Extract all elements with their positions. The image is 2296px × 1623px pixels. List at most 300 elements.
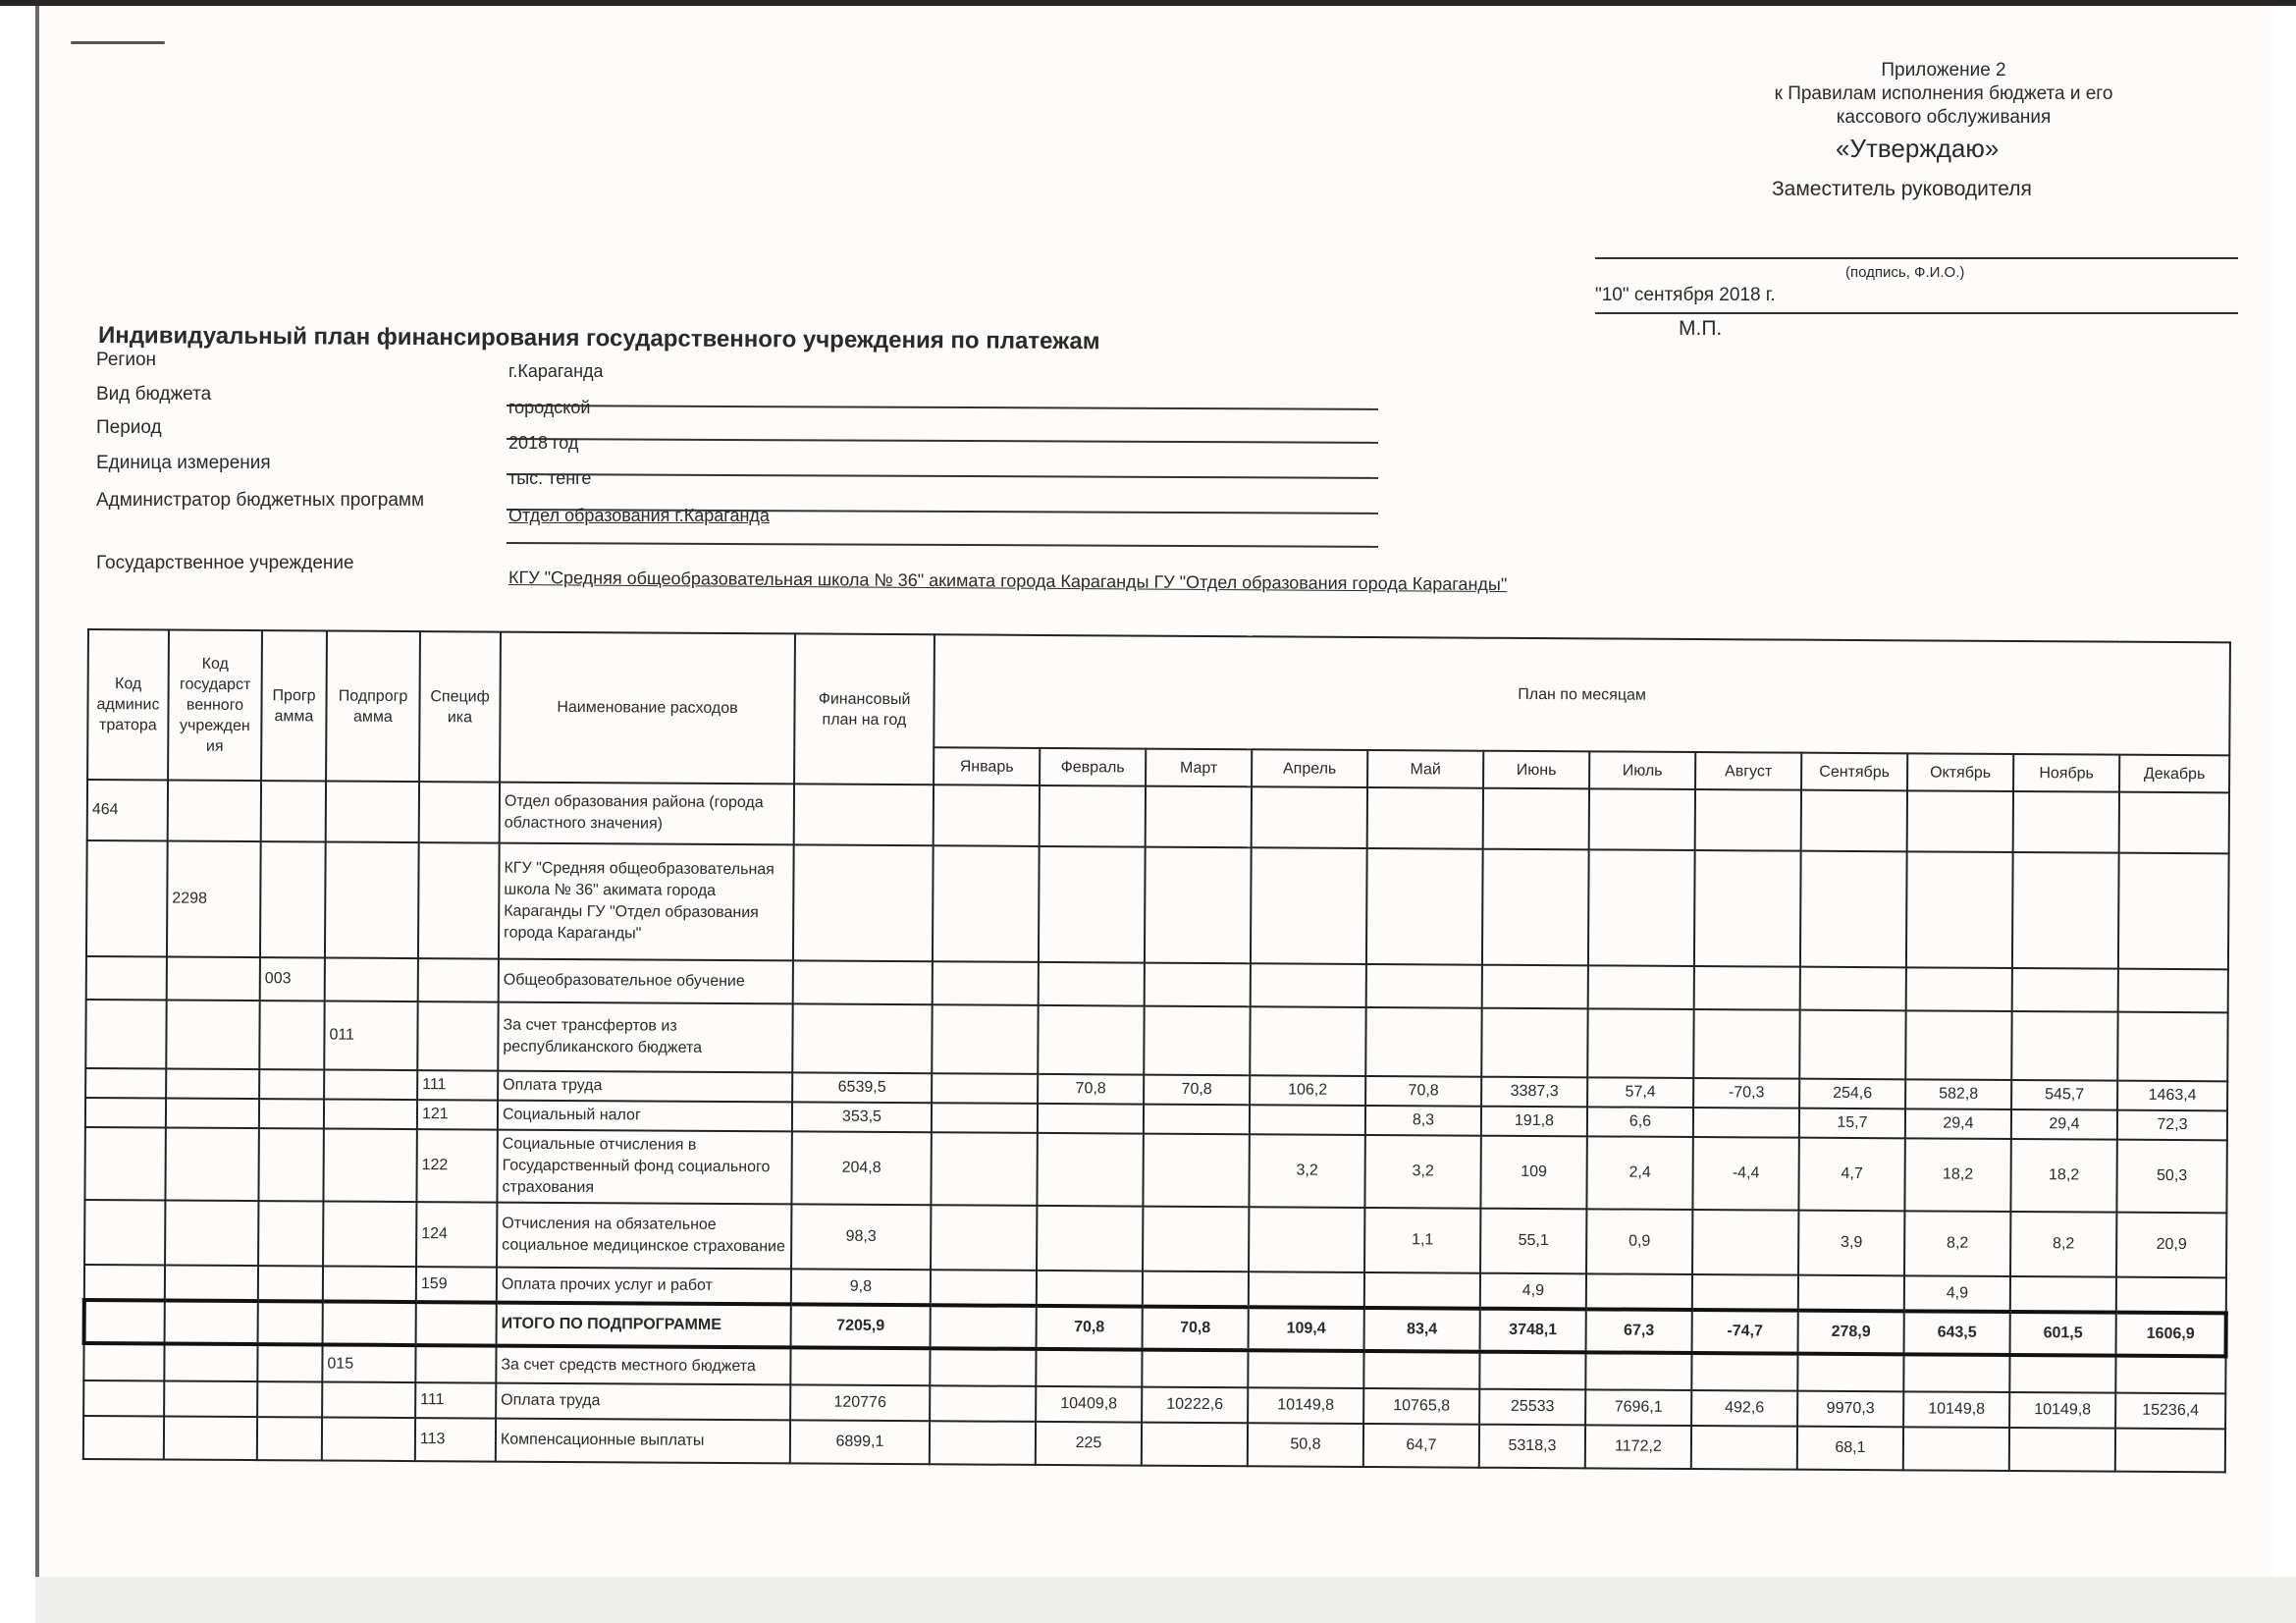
month-value-cell: [930, 1348, 1036, 1386]
month-value-cell: [2009, 1355, 2115, 1393]
month-value-cell: 70,8: [1037, 1306, 1143, 1350]
expense-name-cell: Оплата труда: [498, 1071, 792, 1103]
month-value-cell: [1587, 1008, 1693, 1078]
annual-plan-cell: 204,8: [791, 1131, 931, 1205]
month-value-cell: [1797, 1354, 1903, 1392]
month-value-cell: [1367, 787, 1483, 849]
header-annual-plan: Финансовый план на год: [794, 633, 934, 784]
month-value-cell: [1800, 967, 1906, 1011]
month-value-cell: 10149,8: [1248, 1387, 1363, 1424]
month-value-cell: 278,9: [1798, 1311, 1904, 1355]
specifics-code-cell: 159: [416, 1267, 497, 1303]
month-value-cell: [1252, 786, 1367, 848]
month-value-cell: [1364, 1272, 1480, 1309]
month-value-cell: 5318,3: [1479, 1425, 1585, 1469]
program-code-cell: [257, 1344, 322, 1381]
specifics-code-cell: 111: [415, 1382, 496, 1419]
admin-code-cell: [86, 840, 168, 956]
month-value-cell: 601,5: [2010, 1312, 2116, 1356]
expense-name-cell: За счет трансфертов из республиканского бюджета: [498, 1002, 792, 1073]
institution-code-cell: [165, 1301, 258, 1345]
month-value-cell: 3387,3: [1481, 1077, 1587, 1108]
month-value-cell: 10765,8: [1363, 1388, 1479, 1425]
month-value-cell: 15236,4: [2115, 1393, 2225, 1430]
month-value-cell: 492,6: [1691, 1390, 1797, 1427]
approval-block: [1571, 59, 2258, 201]
month-value-cell: 545,7: [2011, 1080, 2117, 1110]
month-value-cell: [1907, 790, 2013, 852]
month-value-cell: [2115, 1429, 2225, 1473]
month-value-cell: [1366, 848, 1483, 965]
month-value-cell: 64,7: [1363, 1424, 1479, 1468]
month-value-cell: [1585, 1352, 1691, 1390]
program-code-cell: 003: [260, 957, 325, 1001]
month-value-cell: [1038, 1104, 1144, 1134]
expense-name-cell: Оплата труда: [496, 1383, 790, 1421]
month-value-cell: [931, 1132, 1037, 1206]
header-subprogram-label: Подпрогр амма: [338, 687, 408, 726]
admin-code-cell: [85, 1000, 166, 1068]
specifics-code-cell: [417, 1001, 498, 1070]
month-value-cell: 191,8: [1481, 1107, 1587, 1137]
admin-code-cell: [84, 1265, 165, 1301]
month-value-cell: [2010, 1276, 2116, 1313]
month-value-cell: [1801, 790, 1907, 852]
month-value-cell: 70,8: [1143, 1307, 1249, 1351]
header-subprogram: [326, 630, 420, 782]
month-value-cell: [2116, 1277, 2226, 1314]
month-value-cell: 50,8: [1248, 1423, 1363, 1467]
admin-code-cell: [83, 1343, 164, 1381]
meta-value-administrator: Отдел образования г.Караганда: [508, 506, 770, 525]
stamp-label: М.П.: [1679, 317, 1723, 340]
month-value-cell: [2012, 968, 2118, 1012]
institution-code-cell: [167, 957, 260, 1001]
month-value-cell: 1172,2: [1585, 1425, 1691, 1469]
month-value-cell: 3,2: [1364, 1135, 1480, 1209]
month-value-cell: 20,9: [2116, 1213, 2226, 1278]
month-value-cell: 18,2: [2010, 1139, 2116, 1213]
month-value-cell: [930, 1421, 1036, 1465]
program-code-cell: [258, 1201, 323, 1266]
program-code-cell: [259, 1099, 324, 1128]
meta-label-unit: Единица измерения: [96, 453, 271, 473]
annual-plan-cell: 120776: [790, 1384, 930, 1421]
month-value-cell: 10149,8: [2009, 1392, 2115, 1429]
month-value-cell: 8,3: [1365, 1106, 1481, 1136]
month-value-cell: [1251, 963, 1366, 1007]
institution-code-cell: [168, 781, 261, 842]
meta-value-region: г.Караганда: [508, 361, 604, 381]
month-value-cell: 8,2: [1904, 1211, 2010, 1276]
month-value-cell: [1906, 967, 2012, 1011]
meta-label-budget-type: Вид бюджета: [96, 384, 212, 405]
month-value-cell: [1586, 1273, 1692, 1310]
month-value-cell: [2118, 969, 2228, 1013]
month-value-cell: 109: [1480, 1136, 1586, 1210]
expense-name-cell: ИТОГО ПО ПОДПРОГРАММЕ: [497, 1303, 791, 1348]
approval-date: "10" сентября 2018 г.: [1595, 285, 1776, 305]
financing-plan-table-wrap: [81, 628, 2232, 1473]
expense-name-cell: Социальные отчисления в Государственный фонд социального страхования: [497, 1130, 791, 1205]
month-value-cell: [1800, 851, 1907, 968]
month-value-cell: [1144, 1105, 1250, 1135]
month-value-cell: [1145, 847, 1252, 964]
document-title: Индивидуальный план финансирования государственного учреждения по платежам: [97, 322, 1100, 355]
month-value-cell: 70,8: [1365, 1076, 1481, 1107]
month-header: Октябрь: [1907, 753, 2013, 791]
subprogram-code-cell: [322, 1381, 415, 1418]
institution-code-cell: [166, 1099, 259, 1129]
signature-line: [1595, 257, 2238, 259]
header-institution-code: [168, 630, 262, 782]
meta-value-unit: тыс. тенге: [508, 468, 592, 488]
specifics-code-cell: 124: [416, 1202, 497, 1267]
program-code-cell: [257, 1417, 322, 1460]
institution-code-cell: [165, 1201, 258, 1267]
month-value-cell: [1798, 1275, 1904, 1312]
month-value-cell: [2012, 852, 2119, 969]
scan-artifact-mark: [71, 41, 165, 44]
header-program-label: Прогр амма: [272, 686, 316, 725]
month-value-cell: [1037, 1133, 1143, 1207]
institution-code-cell: [164, 1380, 257, 1417]
month-value-cell: 55,1: [1480, 1209, 1586, 1274]
month-header: Август: [1695, 752, 1801, 790]
date-line: [1595, 312, 2238, 314]
expense-name-cell: За счет средств местного бюджета: [496, 1346, 790, 1385]
month-header: Апрель: [1252, 749, 1367, 787]
month-header: Февраль: [1040, 748, 1146, 786]
month-value-cell: [1905, 1010, 2011, 1080]
month-value-cell: [1482, 849, 1589, 966]
annual-plan-cell: [790, 1347, 930, 1385]
approve-label: «Утверждаю»: [1836, 134, 2000, 163]
month-value-cell: [1363, 1351, 1479, 1389]
subprogram-code-cell: [323, 1301, 416, 1345]
meta-label-institution: Государственное учреждение: [96, 553, 354, 573]
month-value-cell: 29,4: [2011, 1109, 2117, 1140]
month-value-cell: 1606,9: [2116, 1313, 2226, 1357]
month-value-cell: [933, 961, 1039, 1005]
admin-code-cell: [84, 1127, 165, 1200]
month-value-cell: [1482, 965, 1588, 1009]
specifics-code-cell: 122: [416, 1129, 497, 1202]
annual-plan-cell: 98,3: [791, 1204, 931, 1270]
meta-label-administrator: Администратор бюджетных программ: [96, 490, 425, 511]
month-value-cell: [1038, 1005, 1144, 1075]
month-value-cell: [932, 1073, 1038, 1104]
month-value-cell: [1145, 963, 1251, 1007]
month-value-cell: -74,7: [1692, 1310, 1798, 1354]
meta-label-region: Регион: [96, 350, 157, 370]
month-value-cell: [1692, 1210, 1798, 1275]
month-value-cell: [2117, 1012, 2227, 1082]
month-value-cell: 67,3: [1586, 1309, 1692, 1353]
specifics-code-cell: 113: [415, 1418, 496, 1462]
subprogram-code-cell: 011: [324, 1001, 417, 1070]
month-value-cell: [1588, 965, 1694, 1009]
program-code-cell: [259, 1001, 324, 1069]
admin-code-cell: [83, 1416, 164, 1460]
subprogram-code-cell: [326, 781, 419, 842]
month-value-cell: [1144, 1006, 1250, 1076]
program-code-cell: [258, 1128, 323, 1201]
annual-plan-cell: [793, 960, 933, 1004]
month-value-cell: [1799, 1010, 1905, 1080]
specifics-code-cell: 111: [417, 1070, 498, 1101]
month-value-cell: [934, 784, 1040, 846]
month-value-cell: 68,1: [1797, 1427, 1903, 1471]
admin-code-cell: [85, 1068, 166, 1099]
month-value-cell: 109,4: [1249, 1307, 1364, 1351]
month-value-cell: [1040, 785, 1146, 847]
month-value-cell: [1039, 962, 1145, 1006]
month-value-cell: 582,8: [1905, 1079, 2011, 1109]
expense-name-cell: Оплата прочих услуг и работ: [497, 1268, 791, 1305]
month-value-cell: [1694, 850, 1801, 967]
month-value-cell: [931, 1205, 1037, 1271]
month-value-cell: [1588, 849, 1695, 966]
header-expense-name: Наименование расходов: [500, 632, 795, 784]
institution-code-cell: 2298: [167, 841, 261, 958]
month-value-cell: [1036, 1349, 1142, 1387]
month-value-cell: [1691, 1426, 1797, 1470]
month-value-cell: 15,7: [1799, 1109, 1905, 1139]
institution-code-cell: [165, 1266, 258, 1302]
header-specifics-label: Специф ика: [430, 687, 490, 726]
month-value-cell: 10409,8: [1036, 1386, 1142, 1423]
expense-name-cell: Отчисления на обязательное социальное медицинское страхование: [497, 1203, 791, 1270]
month-value-cell: [931, 1305, 1037, 1349]
month-value-cell: [1906, 851, 2013, 968]
month-value-cell: 643,5: [1904, 1311, 2010, 1355]
institution-code-cell: [164, 1343, 257, 1381]
admin-code-cell: 464: [87, 780, 168, 840]
month-value-cell: 4,7: [1798, 1138, 1904, 1212]
month-value-cell: 7696,1: [1585, 1389, 1691, 1426]
meta-label-period: Период: [96, 417, 162, 438]
month-value-cell: [930, 1385, 1036, 1422]
program-code-cell: [259, 1069, 324, 1099]
annual-plan-cell: [793, 844, 934, 961]
month-value-cell: [931, 1270, 1037, 1306]
month-value-cell: 9970,3: [1797, 1391, 1903, 1428]
subprogram-code-cell: [324, 1099, 417, 1129]
month-value-cell: [933, 845, 1040, 962]
specifics-code-cell: [415, 1345, 496, 1383]
annual-plan-cell: 7205,9: [791, 1304, 931, 1348]
month-value-cell: [2009, 1428, 2115, 1472]
month-value-cell: 3748,1: [1480, 1309, 1586, 1353]
expense-name-cell: КГУ "Средняя общеобразовательная школа № 36" акимата города Караганды ГУ "Отдел образования города Караганды": [499, 843, 794, 961]
month-value-cell: [1694, 966, 1800, 1010]
meta-value-budget-type: городской: [508, 398, 591, 417]
month-value-cell: [1903, 1427, 2009, 1471]
annual-plan-cell: 353,5: [792, 1102, 932, 1132]
appendix-line: Приложение 2: [1881, 60, 2006, 81]
month-value-cell: [1249, 1207, 1364, 1272]
month-value-cell: 4,9: [1904, 1275, 2010, 1312]
header-program: [261, 630, 327, 781]
month-value-cell: [2115, 1356, 2225, 1394]
month-value-cell: 4,9: [1480, 1273, 1586, 1310]
month-value-cell: [1365, 1007, 1481, 1077]
month-value-cell: [1142, 1350, 1248, 1388]
admin-code-cell: [86, 956, 167, 1001]
month-value-cell: 3,2: [1249, 1134, 1364, 1208]
month-value-cell: 83,4: [1364, 1308, 1480, 1352]
annual-plan-cell: 6899,1: [790, 1420, 930, 1464]
month-value-cell: 6,6: [1587, 1107, 1693, 1137]
appendix-line: кассового обслуживания: [1836, 107, 2052, 128]
program-code-cell: [257, 1381, 322, 1417]
table-row: [84, 1127, 2226, 1213]
specifics-code-cell: [418, 958, 499, 1002]
month-header: Март: [1146, 749, 1252, 787]
month-value-cell: 50,3: [2116, 1140, 2226, 1214]
annual-plan-cell: [792, 1003, 932, 1073]
month-header: Январь: [934, 747, 1040, 785]
month-value-cell: -70,3: [1693, 1078, 1799, 1109]
meta-value-period: 2018 год: [508, 433, 579, 453]
subprogram-code-cell: [325, 841, 419, 958]
month-value-cell: 70,8: [1144, 1075, 1250, 1106]
month-value-cell: [1366, 964, 1482, 1008]
month-value-cell: 1,1: [1364, 1208, 1480, 1273]
month-value-cell: 254,6: [1799, 1079, 1905, 1109]
specifics-code-cell: [419, 782, 500, 842]
month-value-cell: [1691, 1353, 1797, 1391]
table-row: [85, 1000, 2227, 1081]
month-value-cell: [1142, 1423, 1248, 1467]
institution-code-cell: [166, 1069, 259, 1100]
month-value-cell: 225: [1036, 1422, 1142, 1466]
month-value-cell: 10222,6: [1142, 1387, 1248, 1424]
month-value-cell: [1693, 1108, 1799, 1138]
signature-caption: (подпись, Ф.И.О.): [1845, 264, 1965, 281]
subprogram-code-cell: [323, 1266, 416, 1302]
month-value-cell: [2118, 853, 2229, 970]
admin-code-cell: [84, 1300, 165, 1344]
month-value-cell: [1695, 789, 1801, 851]
month-value-cell: -4,4: [1692, 1137, 1798, 1211]
header-admin-code-label: Код админис тратора: [96, 676, 160, 734]
month-value-cell: 29,4: [1905, 1109, 2011, 1139]
header-institution-code-label: Код государст венного учрежден ия: [179, 655, 251, 755]
month-value-cell: [1143, 1271, 1249, 1308]
month-value-cell: [1143, 1134, 1249, 1208]
scan-bottom-edge: [35, 1577, 2296, 1623]
month-value-cell: [2119, 792, 2229, 854]
plan-body: [83, 780, 2229, 1472]
month-value-cell: 106,2: [1250, 1075, 1365, 1106]
institution-code-cell: [164, 1416, 257, 1460]
month-value-cell: [1143, 1207, 1249, 1272]
subprogram-code-cell: [324, 1069, 417, 1100]
subprogram-code-cell: [323, 1128, 416, 1202]
institution-code-cell: [166, 1001, 259, 1070]
specifics-code-cell: 121: [417, 1100, 498, 1130]
month-value-cell: [932, 1103, 1038, 1133]
month-value-cell: [1693, 1009, 1799, 1079]
month-value-cell: 1463,4: [2117, 1081, 2227, 1111]
appendix-line: к Правилам исполнения бюджета и его: [1774, 83, 2113, 104]
specifics-code-cell: [416, 1302, 497, 1346]
month-value-cell: [1692, 1274, 1798, 1311]
month-value-cell: [1250, 1105, 1365, 1135]
program-code-cell: [260, 841, 326, 957]
month-value-cell: 3,9: [1798, 1211, 1904, 1276]
month-value-cell: [1483, 788, 1589, 850]
annual-plan-cell: 9,8: [791, 1269, 931, 1305]
month-value-cell: [1903, 1354, 2009, 1392]
admin-code-cell: [85, 1098, 166, 1128]
financing-plan-table: [81, 628, 2232, 1473]
month-value-cell: [1479, 1352, 1585, 1390]
month-value-cell: [1481, 1008, 1587, 1078]
month-value-cell: 18,2: [1904, 1138, 2010, 1212]
header-monthly-plan: План по месяцам: [934, 634, 2230, 755]
month-value-cell: 0,9: [1586, 1209, 1692, 1274]
program-code-cell: [258, 1301, 323, 1344]
month-value-cell: [932, 1004, 1038, 1074]
program-code-cell: [258, 1266, 323, 1301]
month-value-cell: [2013, 791, 2119, 853]
expense-name-cell: Общеобразовательное обучение: [499, 959, 793, 1004]
month-value-cell: 57,4: [1587, 1077, 1693, 1108]
month-value-cell: 2,4: [1586, 1136, 1692, 1210]
subprogram-code-cell: 015: [322, 1344, 415, 1382]
month-header: Май: [1367, 750, 1483, 788]
header-specifics: [419, 631, 501, 782]
subprogram-code-cell: [322, 1417, 415, 1461]
month-header: Сентябрь: [1801, 753, 1907, 791]
institution-code-cell: [165, 1128, 258, 1202]
month-header: Ноябрь: [2013, 754, 2119, 792]
month-value-cell: [1037, 1206, 1143, 1271]
expense-name-cell: Компенсационные выплаты: [496, 1419, 790, 1464]
specifics-code-cell: [418, 842, 500, 958]
month-value-cell: [1250, 1006, 1365, 1076]
program-code-cell: [261, 781, 326, 841]
month-value-cell: [1589, 788, 1695, 850]
admin-code-cell: [83, 1380, 164, 1417]
month-value-cell: 70,8: [1038, 1074, 1144, 1105]
month-value-cell: [1037, 1271, 1143, 1307]
expense-name-cell: Социальный налог: [498, 1101, 792, 1132]
month-value-cell: [1146, 786, 1252, 848]
month-value-cell: [1249, 1271, 1364, 1308]
month-value-cell: 8,2: [2010, 1212, 2116, 1277]
header-admin-code: [87, 629, 169, 780]
subprogram-code-cell: [325, 957, 418, 1001]
table-row: [86, 840, 2229, 969]
month-value-cell: 72,3: [2117, 1110, 2227, 1141]
month-value-cell: [1039, 846, 1146, 963]
month-value-cell: [2011, 1011, 2117, 1081]
month-value-cell: [1251, 847, 1367, 964]
approver-position: Заместитель руководителя: [1772, 178, 2032, 200]
annual-plan-cell: 6539,5: [792, 1072, 932, 1103]
admin-code-cell: [84, 1200, 165, 1265]
appendix-note: [1629, 59, 2258, 130]
expense-name-cell: Отдел образования района (города областного значения): [500, 783, 794, 845]
meta-value-institution: КГУ "Средняя общеобразовательная школа № 36" акимата города Караганды ГУ "Отдел образования города Караганды": [507, 568, 1508, 595]
annual-plan-cell: [794, 784, 934, 845]
month-value-cell: [1248, 1350, 1363, 1388]
month-header: Декабрь: [2119, 755, 2229, 793]
